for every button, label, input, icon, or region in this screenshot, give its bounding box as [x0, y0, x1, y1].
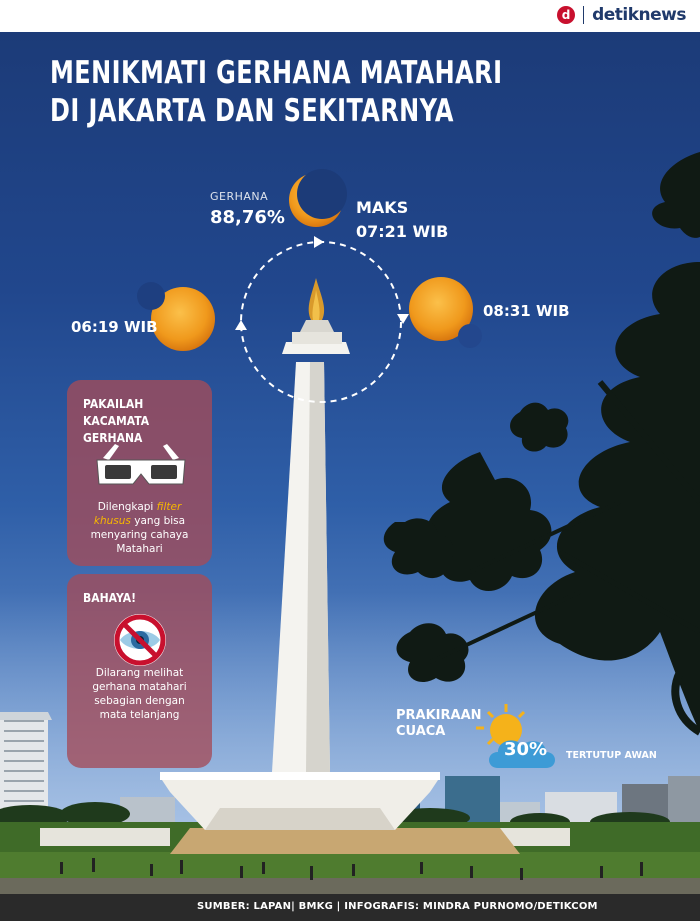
end-time: 08:31 WIB — [483, 302, 570, 320]
page-title — [50, 54, 502, 130]
glasses-card-text: Dilengkapi filter khusus yang bisa menyaring cahaya Matahari — [90, 501, 189, 555]
partial-sun-start-icon — [137, 282, 215, 351]
arrow-down-icon — [397, 314, 409, 324]
max-time: 07:21 WIB — [356, 222, 449, 241]
partly-cloudy-icon — [476, 702, 562, 774]
source-text: SUMBER: LAPAN| BMKG | INFOGRAFIS: MINDRA PURNOMO/DETIKCOM — [197, 901, 598, 912]
brand[interactable] — [557, 5, 686, 25]
max-label: MAKS — [356, 198, 409, 217]
title-line-2: DI JAKARTA DAN SEKITARNYA — [50, 93, 454, 129]
danger-card — [67, 574, 212, 768]
eclipse-glasses-icon — [93, 440, 189, 492]
arrow-right-icon — [314, 236, 324, 248]
arrow-up-icon — [235, 320, 247, 330]
forecast-label: PRAKIRAAN CUACA — [396, 708, 482, 739]
brand-logo-icon: d — [557, 6, 575, 24]
no-eye-icon — [112, 612, 168, 668]
brand-divider — [583, 6, 584, 24]
brand-name: detiknews — [592, 5, 686, 25]
title-line-1: MENIKMATI GERHANA MATAHARI — [50, 55, 503, 91]
partial-sun-end-icon — [409, 277, 482, 348]
forecast-condition: TERTUTUP AWAN — [566, 750, 657, 761]
gerhana-value: 88,76% — [210, 207, 285, 228]
danger-card-title: BAHAYA! — [83, 591, 137, 605]
danger-card-text: Dilarang melihat gerhana matahari sebagian dengan mata telanjang — [92, 667, 187, 721]
source-bar — [0, 894, 700, 921]
forecast-value: 30% — [504, 739, 548, 760]
glasses-card-title: PAKAILAH KACAMATA GERHANA — [83, 397, 150, 445]
start-time: 06:19 WIB — [71, 318, 158, 336]
glasses-card — [67, 380, 212, 566]
header-bar — [0, 0, 700, 32]
eclipse-max-crescent-icon — [289, 169, 347, 227]
poster — [0, 32, 700, 894]
gerhana-label: GERHANA — [210, 190, 269, 203]
